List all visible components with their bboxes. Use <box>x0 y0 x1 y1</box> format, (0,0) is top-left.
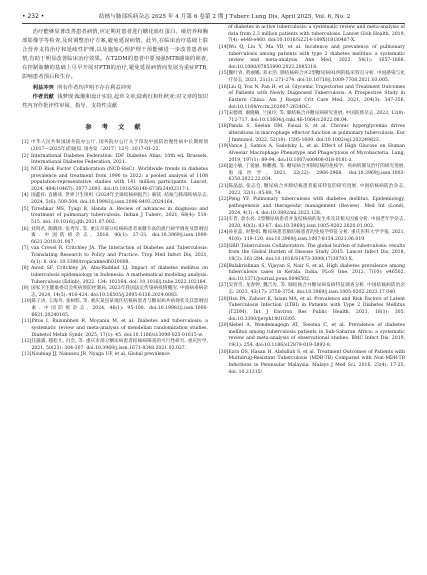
conflict-label: 利益冲突 <box>32 85 54 92</box>
reference-text: NCD Risk Factor Collaboration (NCD-RisC). Worldwide trends in diabetes prevalence and treatment from 1990 to 2022: a pooled analysis of 1108 population-representative studies with 141 million participants. Lancet, 2024, 404(10467): 2077-2093. doi:10.1016/S0140-6736(24)02317-1. <box>31 166 208 192</box>
reference-item <box>219 283 405 296</box>
reference-text: 国家卫生健康委员会疾病预防控制局, 2023年我国法定传染病疫情概况. 中国病毒病杂志, 2024, 14(5): 416-424. doi:10.16505/j.2095-0136.2024.0083. <box>31 286 208 298</box>
reference-text: Balakrishnan S, Vijayan S, Nair S, et al. High diabetes prevalence among tuberculosis cases in Kerala, India. PLoS One, 2012, 7(10): e46502. doi:10.1371/journal.pone.0046502. <box>228 263 405 282</box>
reference-item <box>219 144 405 164</box>
reference-text: 孙亚蕊, 时艳娟. 糖尿病患者肺结核患者的免疫学特征分析. 重庆医科大学学报, 2021, 41(6): 119-120. doi:10.3969/j.issn.1007-8134.2021.06.019. <box>228 230 405 242</box>
reference-item <box>22 140 208 153</box>
reference-item <box>219 45 405 72</box>
reference-number: [1] <box>22 140 29 146</box>
body-paragraph: 治疗能够显著改善患者病情,应定期对患者进行糖化血红蛋白、痰培养和胸部影像学等检查,及时调整治疗方案,避免延误病情。此外,在临床治疗基础上联合营养支持治疗和延续性护理,以及施加心理护理干预能够进一步改善患者病情,有助于明显改善临床治疗效果。在T2DM的患者中要加强MTB感染的筛查,在控制血糖的基础上尽早开展对PTB的治疗,避免延误病情而发展为重症PTB,影响患者预后和生存。 <box>22 29 208 81</box>
reference-item <box>219 230 405 243</box>
reference-text: 任露露, 越松儿, 冯会, 等. 重庆市部分糖尿病患者结核病筛查的可行性研究. 重庆医学, 2021, 50(23): 304-307. doi:10.3969/j.issn.1671-8348.2021.02.027. <box>31 339 208 351</box>
reference-item <box>22 246 208 266</box>
reference-item <box>219 297 405 324</box>
reference-text: International Diabetes Federation. IDF Diabetes Atlas, 10th ed. Brussels, International Diabetes Federation, 2021. <box>31 153 208 166</box>
reference-text: GBD Tuberculosis Collaborators. The global burden of tuberculosis: results from the Global Burden of Disease Study 2015. Lancet Infect Dis, 2018, 18(3): 261-284. doi:10.1016/S1473-3099(17)30703-X. <box>228 243 405 262</box>
reference-item <box>219 184 405 197</box>
reference-item <box>219 25 405 45</box>
reference-number: [7] <box>22 246 29 252</box>
reference-number: [15] <box>219 71 229 77</box>
contribution-text: 钱梦现:酝酿和设计实验,起草文章;陆莉红和杜秋亚:对文章的知识性内容作批评性审阅、指导、支持性贡献 <box>22 94 208 110</box>
reference-number: [5] <box>22 206 29 212</box>
reference-item <box>22 167 208 194</box>
reference-text: Hsu PA, Zahoor K, Islam MA, et al. Prevalence and Risk Factors of Latent Tuberculosis Infection (LTBI) in Patients with Type 2 Diabetes Mellitus (T2DM). Int J Environ Res Public Health, 2021, 18(1): 305. doi:10.3390/ijerph18010305. <box>228 296 405 322</box>
reference-number: [12] <box>22 339 32 345</box>
reference-number: [21] <box>219 184 229 189</box>
journal-running-title: 结核与肺部疾病杂志 2025 年 4 月第 6 卷第 2 期 J Tuberc Lung Dis, April 2025, Vol. 6, No. 2 <box>98 14 351 20</box>
reference-item <box>219 244 405 264</box>
reference-number: [30] <box>219 349 229 355</box>
conflict-of-interest <box>22 84 208 93</box>
reference-item <box>22 339 208 352</box>
reference-text: 魏叶青, 黄丽娜, 邓永浩. 肺结核病合并2型糖尿病91例的临床特点分析. 中国感染与化疗杂志, 2021, 21(3): 271-274. doi:10.16718/j.1009-7708.2021.03.005. <box>228 71 405 83</box>
reference-number <box>219 25 228 45</box>
author-contribution <box>22 93 208 111</box>
left-column <box>22 28 208 359</box>
reference-text: Wu Q, Liu Y, Ma YB, et al. Incidence and prevalence of pulmonary tuberculosis among patients with type 2 diabetes mellitus: a systematic review and meta-analysis. Ann Med, 2022, 54(1): 1657-1666. doi:10.1080/07853890.2022.2085318. <box>228 44 405 70</box>
reference-text: 中华人民共和国国务院办公厅. 国务院办公厅关于印发中国防治慢性病中长期规划(2017—2025年)的通知. 国办发〔2017〕12号. 2017-01-22. <box>31 140 208 153</box>
page-number: • 232 • <box>22 12 45 20</box>
reference-number: [24] <box>219 230 229 236</box>
reference-number: [3] <box>22 166 29 172</box>
reference-text: Awad SF, Critchley JA, Abu-Raddad LJ. Impact of diabetes mellitus on tuberculosis epidemiology in Indonesia: A mathematical modeling analysis. Tuberculosis (Edinb), 2022, 134: 102164. doi: 10.1016/j.tube.2022.102164. <box>31 266 208 285</box>
reference-text: Noubiap JJ, Nansseu JR, Nyaga UF, et al. Global prevalence <box>31 352 170 358</box>
reference-number: [13] <box>22 352 32 358</box>
reference-text: Pitus I, Ruzunbhen R, Moyaniu M, et al. Diabetes and tuberculosis: a systematic review and meta-analysis of mendelian randomization studies. Diabetol Metab Syndr, 2025, 17(1): 45. doi:10.1186/s13098-025-01615-w. <box>31 319 208 338</box>
reference-number: [25] <box>219 243 229 249</box>
reference-item <box>22 319 208 339</box>
reference-number: [26] <box>219 263 229 269</box>
reference-text: 吴春雪, 龙春婷, 魏吉先, 等. 肺结核合并糖尿病发病特征调查分析. 中国结核病防治杂志, 2023, 43(17): 3750-3754. doi:10.3969/j.issn.1005-9202.2023.17.040. <box>228 283 405 295</box>
reference-number: [16] <box>219 84 229 90</box>
reference-item <box>219 111 405 124</box>
reference-text: van Crevel R, Critchley JA. The Interaction of Diabetes and Tuberculosis: Translating Research to Policy and Practice. Trop Med Infect Dis, 2021, 6(1): 8. doi: 10.3390/tropicalmed6010008. <box>31 246 208 265</box>
reference-item <box>219 217 405 230</box>
reference-list-right <box>219 25 405 376</box>
reference-item <box>219 71 405 84</box>
reference-number: [19] <box>219 144 229 150</box>
reference-text: 车晋, 余水亮. 2型糖尿病患者并发结核病的发生率及其相关因素分析. 中国老年学杂志, 2020, 40(2): 83-87. doi:10.3969/j.issn.1005-9202.2020.01.002. <box>228 217 405 229</box>
reference-text: Alebel A, Wondemagegn AT, Tesema C, et al. Prevalence of diabetes mellitus among tuberculosis patients in Sub-Saharan Africa: a systematic review and meta-analysis of observational studies. BMC Infect Dis, 2019, 19(1): 254. doi:10.1186/s12879-019-3892-8. <box>228 323 405 348</box>
reference-text: Peng YF. Pulmonary tuberculosis with diabetes mellitus, Epidemiology, pathogenesis and therapeutic management (Review). Med Int (Lond), 2024, 4(1): 4. doi:10.3892/mi.2023.128. <box>228 197 405 216</box>
reference-item <box>219 124 405 144</box>
reference-item <box>219 350 405 377</box>
reference-text: 国鑫祥: 直播谈. 世界卫生组织《2024年全球结核病报告》解读. 结核与肺部疾病杂志, 2024, 5(6): 500-504. doi:10.19983/j.issn.2096-8493.2024164. <box>31 193 208 206</box>
reference-number: [9] <box>22 286 29 292</box>
conflict-text: 所有作者均声明不存在利益冲突 <box>57 85 132 92</box>
reference-item <box>22 299 208 319</box>
reference-item <box>219 323 405 350</box>
page-header <box>22 9 405 24</box>
reference-item <box>22 352 208 359</box>
reference-text: Liu Q, You N, Pan H, et al. Glycemic Trajectories and Treatment Outcomes of Patients with Newly Diagnosed Tuberculosis: A Prospective Study in Eastern China. Am J Respir Crit Care Med, 2021, 204(3): 347-356. doi:10.1164/rccm.202007-2634OC. <box>228 84 405 110</box>
right-column <box>219 25 405 376</box>
reference-item <box>22 266 208 286</box>
reference-text: 陈子涛, 王海舟, 张树辉, 等. 重庆某县某地区结核病患者与糖尿病共病现状及其影响因素. 中国防痨杂志, 2024, 46(1): 95-100. doi:10.19982/j.issn.1000-6621.20240165. <box>31 299 208 318</box>
reference-number: [27] <box>219 283 229 289</box>
reference-text: Ezra OS, Hasan H, Abdullah S, et al. Treatment Outcomes of Patients with Multidrug-Resistant Tuberculosis (MDR-TB) Compared with Non-MDR-TB Infections in Peninsular Malaysia. Malays J Med Sci, 2016, 23(4): 17-25. doi: 10.21315/ <box>228 349 405 375</box>
reference-number: [8] <box>22 266 29 272</box>
reference-item <box>219 264 405 284</box>
reference-item <box>22 193 208 206</box>
reference-item <box>219 85 405 112</box>
reference-item <box>22 207 208 227</box>
reference-number: [11] <box>22 319 32 325</box>
reference-number: [23] <box>219 217 229 223</box>
reference-number: [20] <box>219 164 229 170</box>
reference-item <box>22 286 208 299</box>
reference-number: [10] <box>22 299 32 305</box>
reference-text: 宋德周, 谢晓楠, 兰国玲, 等. 肺结核合并糖尿病研究进展. 中国防痨杂志, 2022, 12(8): 712-717. doi:10.13604/j.cnki.46-1064/r.2022.08.04. <box>228 111 405 123</box>
contribution-label: 作者贡献 <box>32 94 54 101</box>
references-heading: 参 考 文 献 <box>85 124 145 132</box>
reference-text: 温小敏, 丁爱丽, 杨鹏燕, 等. 糖尿病合并肺结核的免疫学、疾病机制及治疗的研究进展. 海南医学, 2021, 32(22): 2966-2968. doi:10.3969/j.issn.1003-6350.2022.22.034. <box>228 164 405 183</box>
reference-number: [17] <box>219 111 229 117</box>
reference-item <box>22 154 208 167</box>
reference-item <box>219 164 405 184</box>
reference-number: [29] <box>219 323 229 329</box>
reference-number: [22] <box>219 197 229 203</box>
reference-number: [4] <box>22 193 29 199</box>
reference-number: [28] <box>219 296 229 302</box>
reference-item <box>219 197 405 217</box>
reference-text: Vance J, Santos A, Sadofsky L, et al. Effect of High Glucose on Human Alveolar Macrophage Phenotype and Phagocytosis of Mycobacteria. Lung, 2019, 197(1): 89-94. doi:10.1007/s00408-018-0181-z. <box>228 144 405 163</box>
reference-text: Tiroshkar MS, Tyagi R, Handa A. Review of advances in diagnosis and treatment of pulmonary tuberculosis. Indian J Tuberc, 2021, 68(4): 510-515. doi: 10.1016/j.ijtb.2021.07.002. <box>31 206 208 225</box>
reference-number: [2] <box>22 153 29 159</box>
reference-list-left <box>22 140 208 359</box>
reference-number: [6] <box>22 226 29 232</box>
reference-text: 刘剑君, 陶晓珍, 张秀军, 等. 重庆市部分结核病患者血糖升高的流行病学调查及影响因素. 中国防痨杂志, 2018, 40(1): 27-33. doi:10.3969/j.issn.1000-6621.2018.01.007. <box>31 226 208 245</box>
reference-number: [18] <box>219 124 229 130</box>
reference-number: [14] <box>219 44 229 50</box>
reference-item <box>22 227 208 247</box>
reference-text: Panda S, Seelan DM, Faisal S, et al. Chronic hyperglycemia drives alterations in macrophage effector function in pulmonary tuberculosis. Eur J Immunol, 2022, 52(10): 1595-1609. doi:10.1002/eji.202249823. <box>228 124 405 143</box>
reference-text: of diabetes in active tuberculosis: a systematic review and meta-analysis of data from 2.3 million patients with tuberculosis. Lancet Glob Health, 2019, 7(4): e448-e460. doi:10.1016/S2214-109X(18)30487-X. <box>228 25 405 44</box>
reference-text: 陈晶晶, 张志会. 糖尿病合并肺结核患者临床特征的研究进展. 中国结核病防治杂志, 2023, 32(1): 85-88, 74. <box>228 184 405 196</box>
